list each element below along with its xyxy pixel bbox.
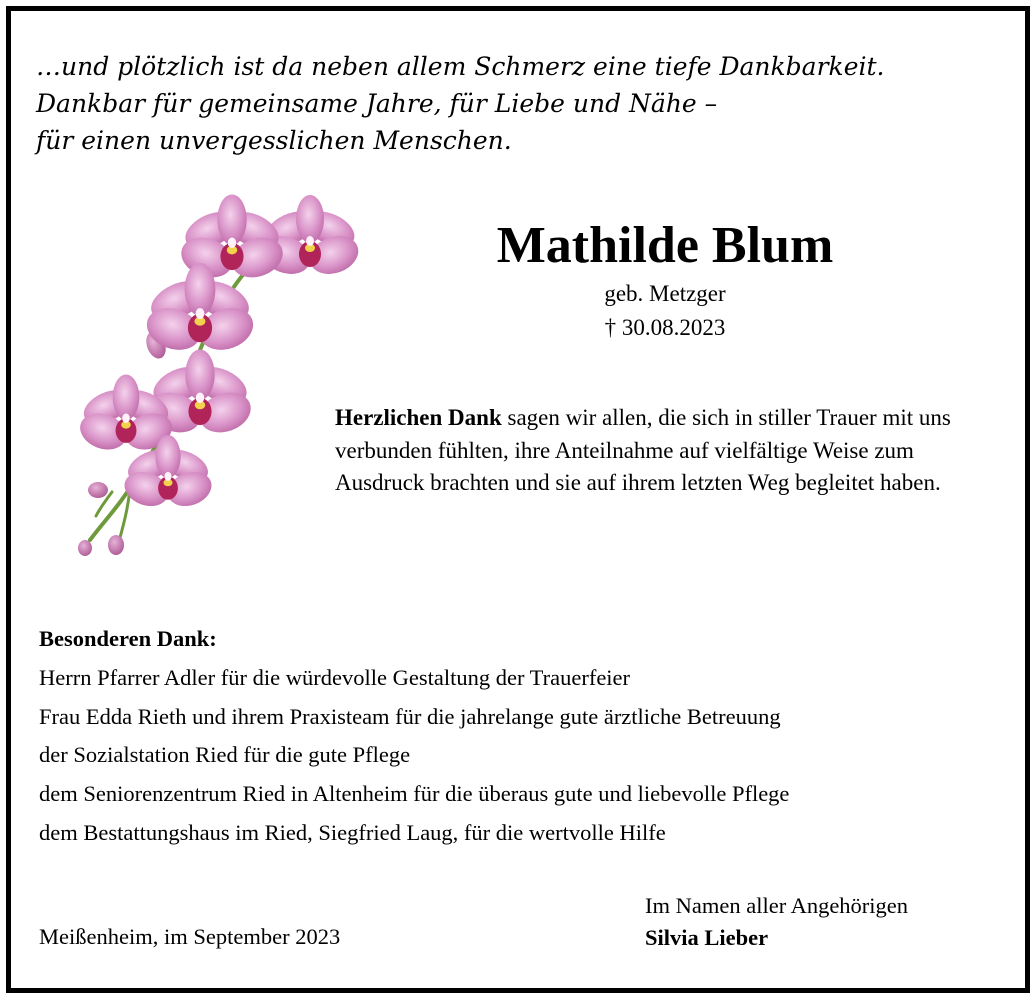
verse-line-2: Dankbar für gemeinsame Jahre, für Liebe und Nähe – [36, 89, 718, 118]
special-thanks [39, 620, 789, 853]
special-thanks-line: der Sozialstation Ried für die gute Pflege [39, 742, 411, 768]
thanks-lead: Herzlichen Dank [335, 405, 502, 430]
signature-name: Silvia Lieber [645, 925, 769, 950]
place-date: Meißenheim, im September 2023 [39, 924, 341, 949]
special-thanks-line: dem Seniorenzentrum Ried in Altenheim für die überaus gute und liebevolle Pflege [39, 781, 790, 807]
orchid-icon [60, 190, 380, 565]
thanks-paragraph [335, 402, 995, 500]
special-thanks-line: Frau Edda Rieth und ihrem Praxisteam für die jahrelange gute ärztliche Betreuung [39, 703, 781, 729]
signature-intro: Im Namen aller Angehörigen [645, 893, 909, 918]
special-thanks-heading: Besonderen Dank: [39, 626, 217, 651]
verse-line-3: für einen unvergesslichen Menschen. [36, 126, 512, 155]
verse [36, 48, 884, 159]
thanks-text: sagen wir allen, die sich in stiller Trauer mit uns verbunden fühlten, ihre Anteilnahme auf vielfältige Weise zum Ausdruck brachten und sie auf ihrem letzten Weg begleitet haben. [335, 405, 951, 495]
special-thanks-line: Herrn Pfarrer Adler für die würdevolle Gestaltung der Trauerfeier [39, 664, 631, 690]
special-thanks-line: dem Bestattungshaus im Ried, Siegfried Laug, für die wertvolle Hilfe [39, 819, 666, 845]
deceased-name: Mathilde Blum [496, 217, 834, 274]
death-date: † 30.08.2023 [604, 315, 726, 340]
birth-name: geb. Metzger [604, 281, 726, 306]
signature-block [645, 890, 908, 954]
verse-line-1: …und plötzlich ist da neben allem Schmerz eine tiefe Dankbarkeit. [36, 52, 885, 81]
